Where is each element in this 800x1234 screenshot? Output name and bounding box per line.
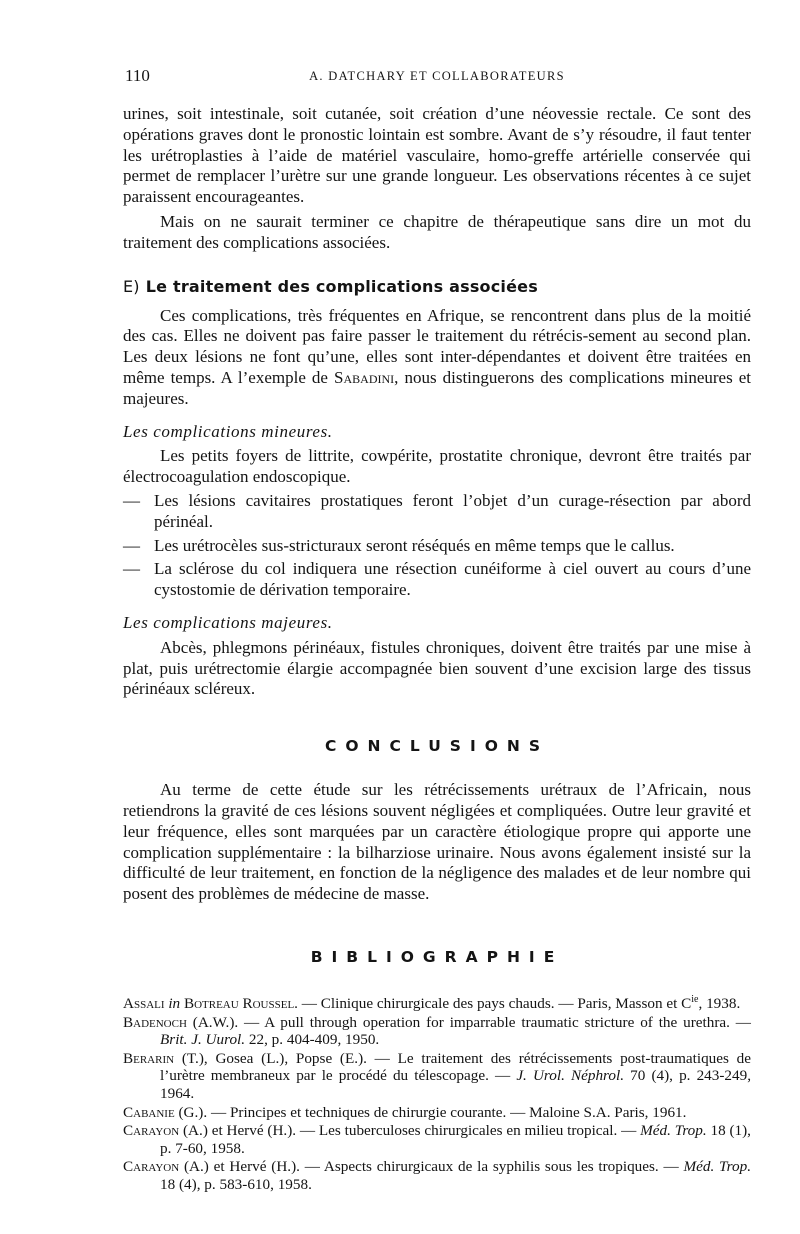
author-name: Sabadini,	[334, 367, 399, 387]
list-item: — La sclérose du col indiquera une résection cunéiforme à ciel ouvert au cours d’une cystostomie de dérivation temporaire.	[123, 559, 751, 600]
section-heading	[123, 276, 751, 298]
bibliography-heading: BIBLIOGRAPHIE	[310, 947, 564, 966]
bibliography-entry: Carayon (A.) et Hervé (H.). — Les tuberculoses chirurgicales en milieu tropical. — Méd. Trop. 18 (1), p. 7-60, 1958.	[123, 1122, 751, 1157]
page-header	[123, 66, 751, 90]
paragraph: Les petits foyers de littrite, cowpérite, prostatite chronique, devront être traités par électrocoagulation endoscopique.	[123, 446, 751, 487]
bibliography-entry: Badenoch (A.W.). — A pull through operation for imparrable traumatic stricture of the urethra. — Brit. J. Uurol. 22, p. 404-409, 1950.	[123, 1013, 751, 1049]
page-number: 110	[125, 66, 150, 85]
subsection-heading: Les complications majeures.	[123, 612, 333, 632]
list-item: — Les urétrocèles sus-stricturaux seront réséqués en même temps que le callus.	[123, 535, 675, 555]
list-dash: —	[123, 490, 140, 510]
paragraph: urines, soit intestinale, soit cutanée, soit création d’une néovessie rectale. Ce sont des opérations graves dont le pronostic lointain est sombre. Avant de s’y résoudre, il faut tenter les urétroplasties à l’aide de matériel vasculaire, homo-greffe artérielle conservée qui permet de remplacer l’urètre sur une grande longueur. Les observations récentes à ce sujet paraissent encourageantes.	[123, 104, 751, 207]
running-title: A. DATCHARY ET COLLABORATEURS	[309, 69, 565, 83]
bibliography-entry: Cabanie (G.). — Principes et techniques de chirurgie courante. — Maloine S.A. Paris, 1961.	[123, 1103, 687, 1121]
bibliography-entry: Carayon (A.) et Hervé (H.). — Aspects chirurgicaux de la syphilis sous les tropiques. — Méd. Trop. 18 (4), p. 583-610, 1958.	[123, 1158, 751, 1193]
section-marker: E)	[123, 276, 140, 296]
bibliography-entry: Berarin (T.), Gosea (L.), Popse (E.). — Le traitement des rétrécissements post-traumatiques de l’urètre membraneux par le procédé du télescopage. — J. Urol. Néphrol. 70 (4), p. 243-249, 1964.	[123, 1049, 751, 1102]
list-dash: —	[123, 535, 140, 555]
conclusions-heading: CONCLUSIONS	[324, 737, 550, 756]
body-text	[123, 104, 751, 1195]
bibliography-list	[123, 991, 751, 1194]
bibliography-entry: Assali in Botreau Roussel. — Clinique chirurgicale des pays chauds. — Paris, Masson et $C^{ie}$, 1938.	[123, 993, 741, 1012]
paragraph: Abcès, phlegmons périnéaux, fistules chroniques, doivent être traités par une mise à plat, puis urétrectomie élargie accompagnée bien souvent d’une excision large des tissus périnéaux scléreux.	[123, 637, 751, 699]
paragraph: Mais on ne saurait terminer ce chapitre de thérapeutique sans dire un mot du traitement des complications associées.	[123, 211, 751, 252]
paragraph: Ces complications, très fréquentes en Afrique, se rencontrent dans plus de la moitié des cas. Elles ne doivent pas faire passer le traitement du rétrécis-sement au second plan. Les deux lésions ne font qu’une, elles sont inter-dépendantes et doivent être traitées en même temps. A l’exemple de Sabadini, nous distinguerons des complications mineures et majeures.	[123, 305, 751, 408]
list-dash: —	[123, 559, 140, 579]
section-title: Le traitement des complications associées	[145, 276, 538, 296]
paragraph: Au terme de cette étude sur les rétrécissements urétraux de l’Africain, nous retiendrons la gravité de ces lésions souvent négligées et compliquées. Outre leur gravité et leur fréquence, elles sont marquées par un caractère étiologique propre qui apporte une complication supplémentaire : la bilharziose urinaire. Nous avons également insisté sur la difficulté de leur traitement, en fonction de la négligence des malades et de leur nombre qui posent des problèmes de médecine de masse.	[123, 780, 751, 904]
subsection-heading: Les complications mineures.	[123, 421, 333, 441]
list-item: — Les lésions cavitaires prostatiques feront l’objet d’un curage-résection par abord périnéal.	[123, 490, 751, 531]
